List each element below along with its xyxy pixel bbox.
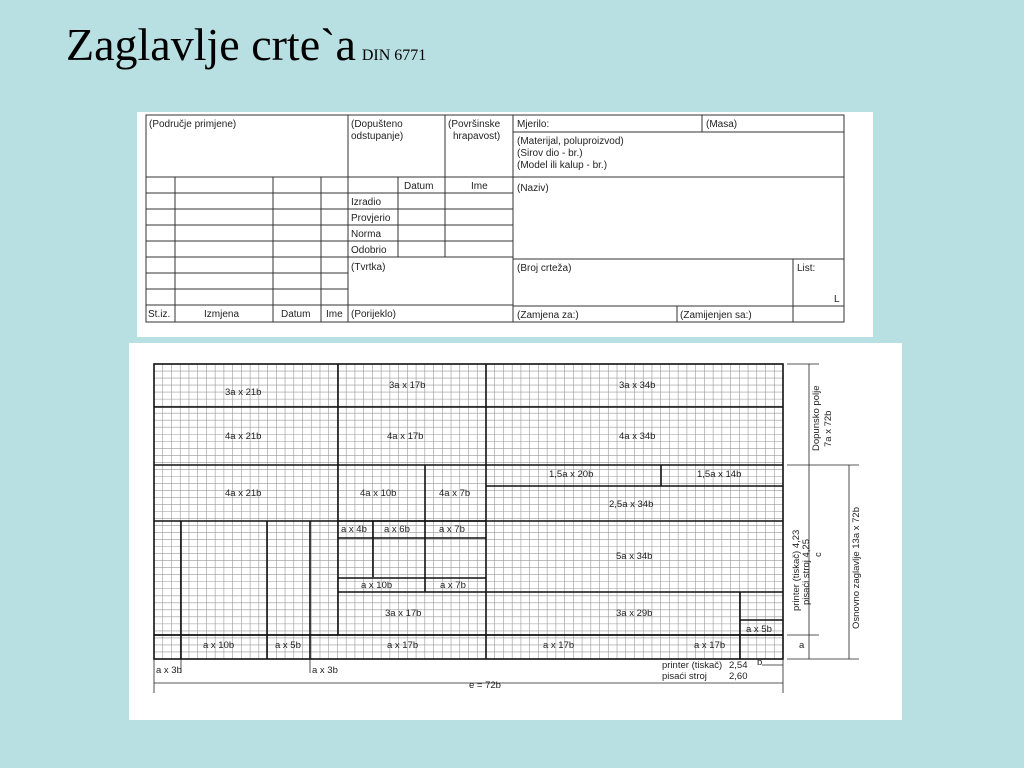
main-block-label: Osnovno zaglavlje 13a x 72b xyxy=(851,507,862,629)
drawn-by-label: Izradio xyxy=(351,197,382,208)
mass-label: (Masa) xyxy=(706,119,738,130)
cell-bottom-a5: a x 5b xyxy=(275,640,301,651)
title-text: Zaglavlje crte`a xyxy=(66,19,356,70)
cell-r2-mid: 4a x 17b xyxy=(387,431,424,442)
cell-r1-mid: 3a x 17b xyxy=(389,380,426,391)
company-label: (Tvrtka) xyxy=(351,262,386,273)
origin-label: (Porijeklo) xyxy=(351,309,397,320)
area-of-use-label: (Područje primjene) xyxy=(149,119,237,130)
tolerance-label-1: (Dopušteno xyxy=(351,119,403,130)
dim-mid-a3: a x 3b xyxy=(312,665,338,676)
roughness-label-1: (Površinske xyxy=(448,119,501,130)
dim-printer-val: 2,54 xyxy=(729,660,748,671)
material-label-3: (Model ili kalup - br.) xyxy=(517,160,608,171)
cell-r1-right: 3a x 34b xyxy=(619,380,656,391)
dim-side-printer: printer (tiskač) 4,23 xyxy=(791,529,802,611)
title-block-panel xyxy=(137,112,873,337)
dim-left-a3: a x 3b xyxy=(156,665,182,676)
cell-r3-right-b: 1,5a x 14b xyxy=(697,469,742,480)
cell-small-b: a x 6b xyxy=(384,524,410,535)
cell-r1-left: 3a x 21b xyxy=(225,387,262,398)
dim-typewriter-label: pisaći stroj xyxy=(662,671,707,682)
cell-small-a: a x 4b xyxy=(341,524,367,535)
cell-small-c: a x 7b xyxy=(439,524,465,535)
cell-right-5a: 5a x 34b xyxy=(616,551,653,562)
approved-by-label: Odobrio xyxy=(351,245,387,256)
checked-by-label: Provjerio xyxy=(351,213,391,224)
tolerance-label-2: odstupanje) xyxy=(351,131,404,142)
slide-title xyxy=(66,19,427,70)
roughness-label-2: hrapavost) xyxy=(453,131,501,142)
cell-r3-right-c: 2,5a x 34b xyxy=(609,499,654,510)
name-column-header: Ime xyxy=(471,181,488,192)
cell-bottom-a17-1: a x 17b xyxy=(387,640,419,651)
dim-total: e = 72b xyxy=(469,680,501,691)
cell-mid-3a17: 3a x 17b xyxy=(385,608,422,619)
dim-a-label: a xyxy=(799,640,805,651)
dimension-diagram-panel xyxy=(129,343,902,720)
name-field-label: (Naziv) xyxy=(517,183,549,194)
extra-field-label-1: Dopunsko polje xyxy=(811,385,822,451)
cell-bottom-a10: a x 10b xyxy=(203,640,235,651)
dim-side-typewriter: pisaći stroj 4,25 xyxy=(801,538,812,605)
cell-r2-left: 4a x 21b xyxy=(225,431,262,442)
extra-field-label-2: 7a x 72b xyxy=(823,410,834,447)
dim-side-c: c xyxy=(813,552,824,557)
cell-right-a5: a x 5b xyxy=(746,624,772,635)
cell-r3-right-a: 1,5a x 20b xyxy=(549,469,594,480)
replaced-by-label: (Zamijenjen sa:) xyxy=(680,310,752,321)
cell-right-3a29: 3a x 29b xyxy=(616,608,653,619)
revision-name-label: Ime xyxy=(326,309,343,320)
material-label-2: (Sirov dio - br.) xyxy=(517,148,583,159)
cell-r3-mid-b: 4a x 7b xyxy=(439,488,471,499)
dim-printer-label: printer (tiskač) xyxy=(662,660,723,671)
revision-change-label: Izmjena xyxy=(204,309,240,320)
cell-r2-right: 4a x 34b xyxy=(619,431,656,442)
sheet-label: List: xyxy=(797,263,816,274)
cell-r3-left: 4a x 21b xyxy=(225,488,262,499)
sheet-total-label: L xyxy=(834,294,840,305)
cell-mid-a7: a x 7b xyxy=(440,580,466,591)
dim-typewriter-val: 2,60 xyxy=(729,671,748,682)
norm-label: Norma xyxy=(351,229,382,240)
cell-r3-mid-a: 4a x 10b xyxy=(360,488,397,499)
dimension-diagram xyxy=(129,343,902,720)
title-block-form xyxy=(137,112,873,337)
title-subtitle: DIN 6771 xyxy=(361,47,427,64)
revision-state-label: St.iz. xyxy=(148,309,171,320)
material-label-1: (Materijal, poluproizvod) xyxy=(517,136,624,147)
cell-bottom-a17-3: a x 17b xyxy=(694,640,726,651)
dim-b-label: b xyxy=(757,657,763,668)
cell-mid-a10: a x 10b xyxy=(361,580,393,591)
cell-bottom-a17-2: a x 17b xyxy=(543,640,575,651)
drawing-number-label: (Broj crteža) xyxy=(517,263,572,274)
revision-date-label: Datum xyxy=(281,309,311,320)
replacement-for-label: (Zamjena za:) xyxy=(517,310,579,321)
date-column-header: Datum xyxy=(404,181,434,192)
scale-label: Mjerilo: xyxy=(517,119,550,130)
